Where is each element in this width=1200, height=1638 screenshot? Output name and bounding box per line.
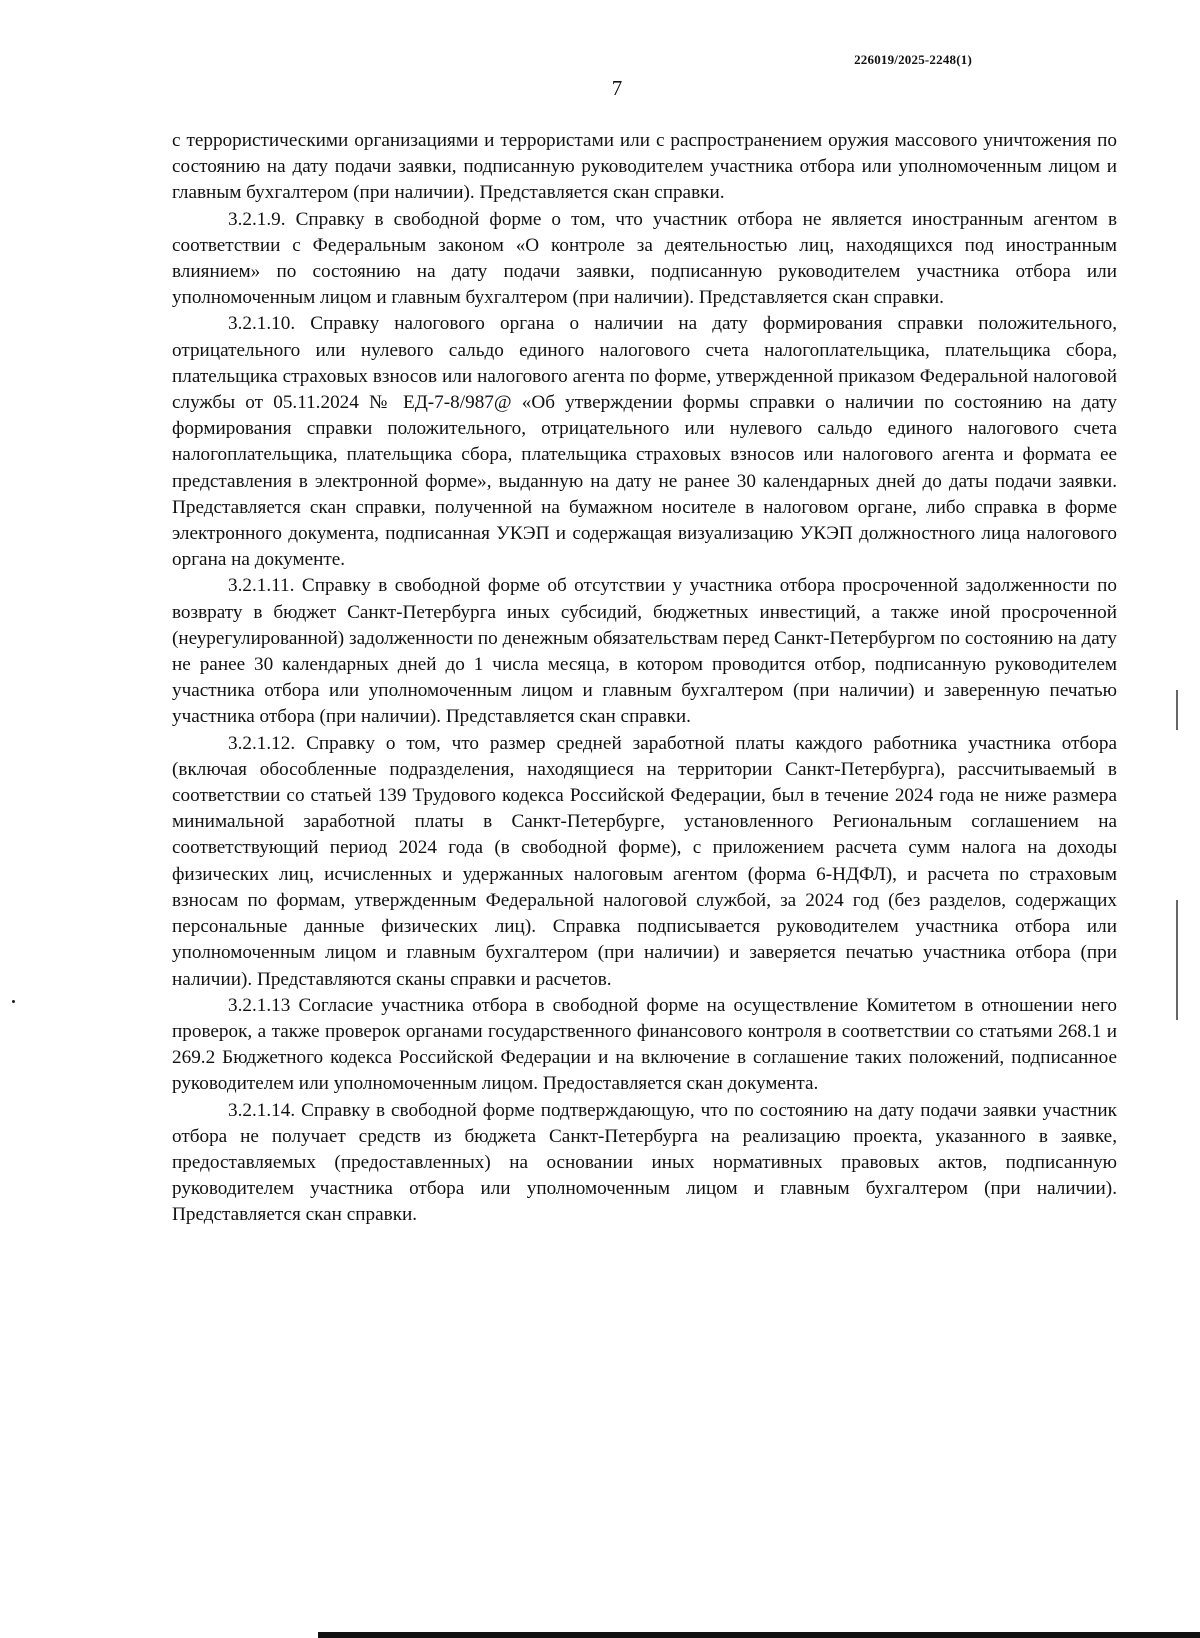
paragraph-3-2-1-12: 3.2.1.12. Справку о том, что размер средней заработной платы каждого работника участника отбора (включая обособленные подразделения, находящиеся на территории Санкт-Петербурга), рассчитываемый в соответствии со статьей 139 Трудового кодекса Российской Федерации, был в течение 2024 года не ниже размера минимальной заработной платы в Санкт-Петербурге, установленного Региональным соглашением на соответствующий период 2024 года (в свободной форме), с приложением расчета сумм налога на доходы физических лиц, исчисленных и удержанных налоговым агентом (форма 6-НДФЛ), и расчета по страховым взносам по формам, утвержденным Федеральной налоговой службой, за 2024 год (без разделов, содержащих персональные данные физических лиц). Справка подписывается руководителем участника отбора или уполномоченным лицом и главным бухгалтером (при наличии) и заверяется печатью участника отбора (при наличии). Представляются сканы справки и расчетов.: [172, 732, 1117, 990]
scan-artifact-dot: [12, 1000, 15, 1003]
paragraph-3-2-1-10: 3.2.1.10. Справку налогового органа о наличии на дату формирования справки положительного, отрицательного или нулевого сальдо единого налогового счета налогоплательщика, плательщика сбора, плательщика страховых взносов или налогового агента по форме, утвержденной приказом Федеральной налоговой службы от 05.11.2024 № ЕД-7-8/987@ «Об утверждении формы справки о наличии по состоянию на дату формирования справки положительного, отрицательного или нулевого сальдо единого налогового счета налогоплательщика, плательщика сбора, плательщика страховых взносов или налогового агента и формата ее представления в электронной форме», выданную на дату не ранее 30 календарных дней до даты подачи заявки. Представляется скан справки, полученной на бумажном носителе в налоговом органе, либо справка в форме электронного документа, подписанная УКЭП и содержащая визуализацию УКЭП должностного лица налогового органа на документе.: [172, 313, 1117, 571]
paragraph-3-2-1-11: 3.2.1.11. Справку в свободной форме об отсутствии у участника отбора просроченной задолженности по возврату в бюджет Санкт-Петербурга иных субсидий, бюджетных инвестиций, а также иной просроченной (неурегулированной) задолженности по денежным обязательствам перед Санкт-Петербургом по состоянию на дату не ранее 30 календарных дней до 1 числа месяца, в котором проводится отбор, подписанную руководителем участника отбора или уполномоченным лицом и главным бухгалтером (при наличии) и заверенную печатью участника отбора (при наличии). Представляется скан справки.: [172, 575, 1117, 728]
page-number: 7: [611, 76, 623, 100]
paragraph-continuation: с террористическими организациями и террористами или с распространением оружия массового уничтожения по состоянию на дату подачи заявки, подписанную руководителем участника отбора или уполномоченным лицом и главным бухгалтером (при наличии). Представляется скан справки.: [172, 130, 1117, 204]
document-body: [172, 128, 1117, 1229]
paragraph-3-2-1-14: 3.2.1.14. Справку в свободной форме подтверждающую, что по состоянию на дату подачи заявки участник отбора не получает средств из бюджета Санкт-Петербурга на реализацию проекта, указанного в заявке, предоставляемых (предоставленных) на основании иных нормативных правовых актов, подписанную руководителем участника отбора или уполномоченным лицом и главным бухгалтером (при наличии). Представляется скан справки.: [172, 1099, 1117, 1226]
document-number: 226019/2025-2248(1): [854, 52, 972, 67]
scan-artifact-edge-mark: [1176, 690, 1178, 730]
scan-bottom-bar: [318, 1632, 1200, 1638]
paragraph-3-2-1-9: 3.2.1.9. Справку в свободной форме о том, что участник отбора не является иностранным агентом в соответствии с Федеральным законом «О контроле за деятельностью лиц, находящихся под иностранным влиянием» по состоянию на дату подачи заявки, подписанную руководителем участника отбора или уполномоченным лицом и главным бухгалтером (при наличии). Представляется скан справки.: [172, 208, 1117, 309]
paragraph-3-2-1-13: 3.2.1.13 Согласие участника отбора в свободной форме на осуществление Комитетом в отношении него проверок, а также проверок органами государственного финансового контроля в соответствии со статьями 268.1 и 269.2 Бюджетного кодекса Российской Федерации и на включение в соглашение таких положений, подписанное руководителем или уполномоченным лицом. Предоставляется скан документа.: [172, 994, 1117, 1095]
scan-artifact-edge-mark: [1176, 900, 1178, 1020]
